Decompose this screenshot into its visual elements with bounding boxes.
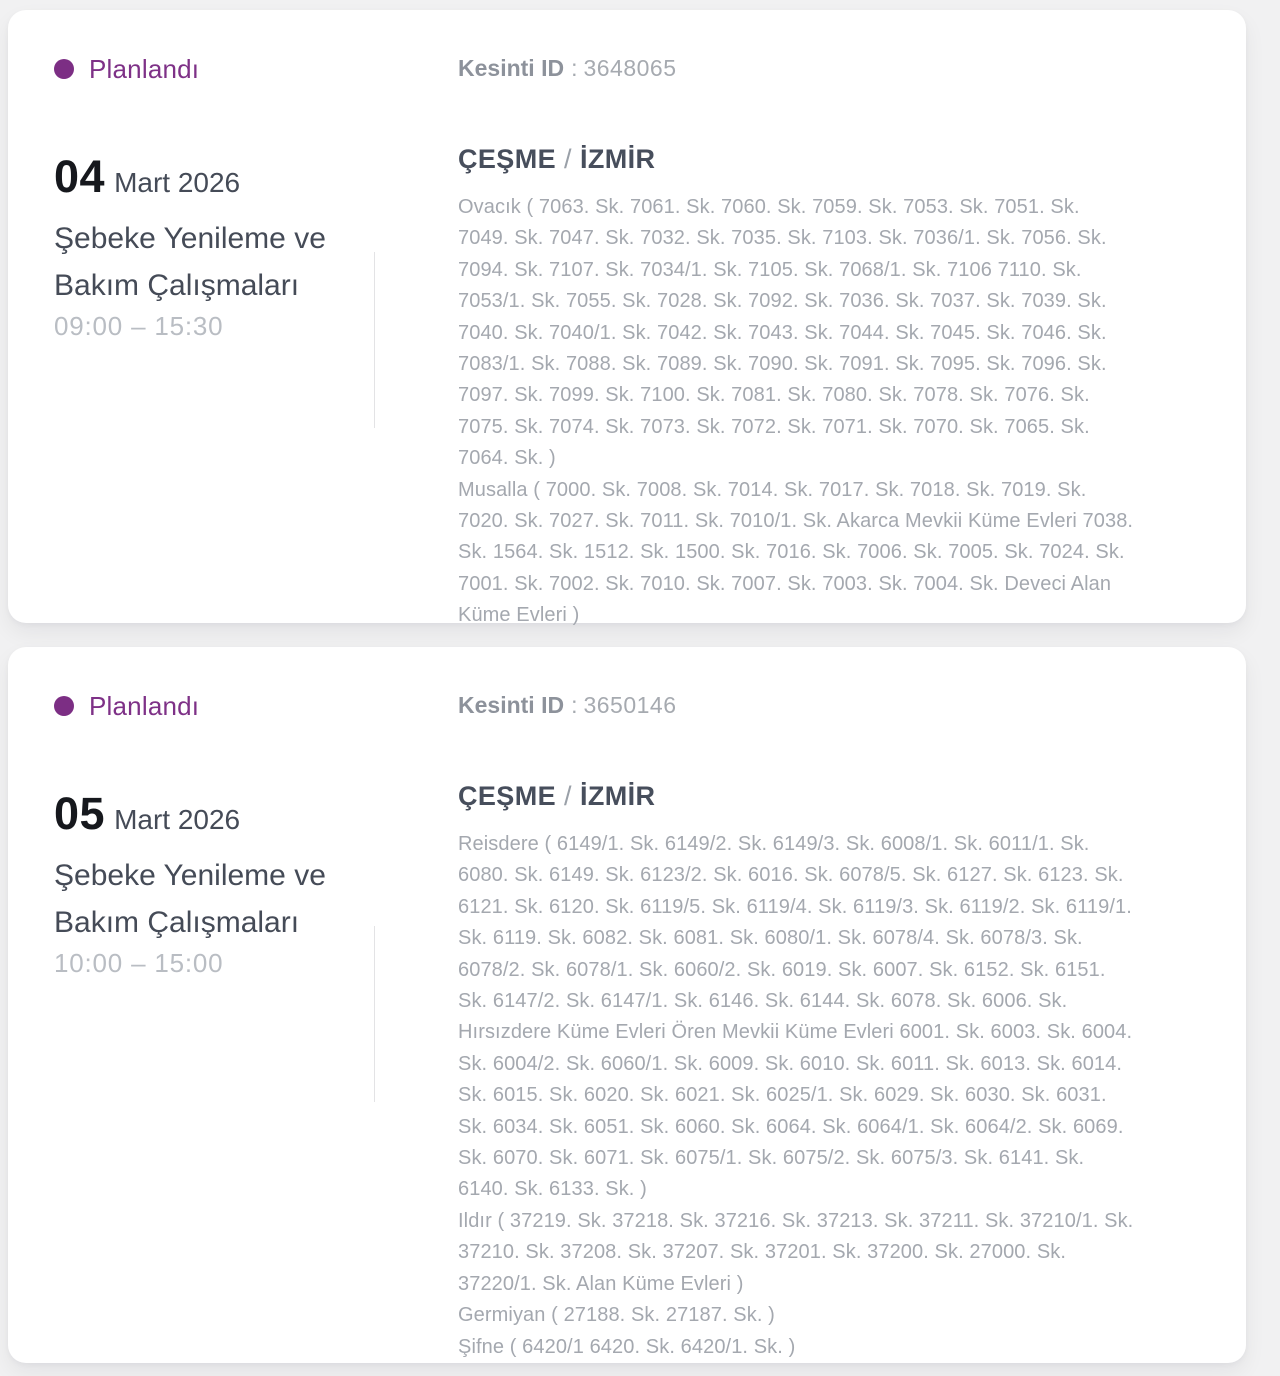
- outage-date: [54, 151, 374, 211]
- work-title: [54, 852, 374, 946]
- affected-areas: [458, 192, 1135, 632]
- area-paragraph: Reisdere ( 6149/1. Sk. 6149/2. Sk. 6149/3. Sk. 6008/1. Sk. 6011/1. Sk. 6080. Sk. 6149. Sk. 6123/2. Sk. 6016. Sk. 6078/5. Sk. 6127. Sk. 6123. Sk. 6121. Sk. 6120. Sk. 6119/5. Sk. 6119/4. Sk. 6119/3. Sk. 6119/2. Sk. 6119/1. Sk. 6119. Sk. 6082. Sk. 6081. Sk. 6080/1. Sk. 6078/4. Sk. 6078/3. Sk. 6078/2. Sk. 6078/1. Sk. 6060/2. Sk. 6019. Sk. 6007. Sk. 6152. Sk. 6151. Sk. 6147/2. Sk. 6147/1. Sk. 6146. Sk. 6144. Sk. 6078. Sk. 6006. Sk. Hırsızdere Küme Evleri Ören Mevkii Küme Evleri 6001. Sk. 6003. Sk. 6004. Sk. 6004/2. Sk. 6060/1. Sk. 6009. Sk. 6010. Sk. 6011. Sk. 6013. Sk. 6014. Sk. 6015. Sk. 6020. Sk. 6021. Sk. 6025/1. Sk. 6029. Sk. 6030. Sk. 6031. Sk. 6034. Sk. 6051. Sk. 6060. Sk. 6064. Sk. 6064/1. Sk. 6064/2. Sk. 6069. Sk. 6070. Sk. 6071. Sk. 6075/1. Sk. 6075/2. Sk. 6075/3. Sk. 6141. Sk. 6140. Sk. 6133. Sk. ): [458, 833, 1133, 1201]
- district-name: ÇEŞME: [458, 144, 557, 174]
- date-month-year: Mart 2026: [114, 804, 241, 835]
- outage-detail-column: [374, 48, 1135, 627]
- area-paragraph: Şifne ( 6420/1 6420. Sk. 6420/1. Sk. ): [458, 1335, 796, 1358]
- outage-card: [8, 647, 1246, 1363]
- city-name: İZMİR: [579, 781, 656, 811]
- date-day: 04: [54, 151, 106, 202]
- status-label: Planlandı: [89, 53, 200, 84]
- time-range: 09:00 – 15:30: [54, 311, 224, 341]
- outage-id-separator: :: [571, 55, 578, 81]
- outage-id-value: 3648065: [583, 55, 677, 81]
- outage-id-label: Kesinti ID: [458, 55, 565, 81]
- status-row: [54, 54, 374, 84]
- outage-summary-column: [54, 685, 374, 1363]
- location-heading: [458, 142, 1135, 176]
- outage-id-row: [458, 54, 1135, 82]
- status-dot-icon: [54, 696, 74, 716]
- column-divider: [374, 252, 375, 428]
- outage-detail-column: [374, 685, 1135, 1363]
- outage-id-row: [458, 691, 1135, 719]
- outage-id-separator: :: [571, 692, 578, 718]
- outage-date: [54, 788, 374, 848]
- location-heading: [458, 779, 1135, 813]
- date-month-year: Mart 2026: [114, 167, 241, 198]
- outage-id-value: 3650146: [583, 692, 677, 718]
- outage-summary-column: [54, 48, 374, 623]
- location-separator: /: [564, 781, 572, 811]
- district-name: ÇEŞME: [458, 781, 557, 811]
- date-day: 05: [54, 788, 106, 839]
- outage-id-label: Kesinti ID: [458, 692, 565, 718]
- status-label: Planlandı: [89, 690, 200, 721]
- area-paragraph: Germiyan ( 27188. Sk. 27187. Sk. ): [458, 1304, 775, 1327]
- status-dot-icon: [54, 59, 74, 79]
- status-row: [54, 691, 374, 721]
- outage-card: [8, 10, 1246, 627]
- work-title-line: Bakım Çalışmaları: [54, 906, 300, 939]
- area-paragraph: Musalla ( 7000. Sk. 7008. Sk. 7014. Sk. 7017. Sk. 7018. Sk. 7019. Sk. 7020. Sk. 7027. Sk. 7011. Sk. 7010/1. Sk. Akarca Mevkii Küme Evleri 7038. Sk. 1564. Sk. 1512. Sk. 1500. Sk. 7016. Sk. 7006. Sk. 7005. Sk. 7024. Sk. 7001. Sk. 7002. Sk. 7010. Sk. 7007. Sk. 7003. Sk. 7004. Sk. Deveci Alan Küme Evleri ): [458, 478, 1134, 627]
- affected-areas: [458, 829, 1135, 1363]
- work-title-line: Şebeke Yenileme ve: [54, 222, 326, 255]
- work-title: [54, 215, 374, 309]
- city-name: İZMİR: [579, 144, 656, 174]
- area-paragraph: Ildır ( 37219. Sk. 37218. Sk. 37216. Sk. 37213. Sk. 37211. Sk. 37210/1. Sk. 37210. Sk. 37208. Sk. 37207. Sk. 37201. Sk. 37200. Sk. 27000. Sk. 37220/1. Sk. Alan Küme Evleri ): [458, 1209, 1134, 1295]
- work-title-line: Bakım Çalışmaları: [54, 269, 300, 302]
- location-separator: /: [564, 144, 572, 174]
- work-title-line: Şebeke Yenileme ve: [54, 859, 326, 892]
- time-range: 10:00 – 15:00: [54, 948, 224, 978]
- area-paragraph: Ovacık ( 7063. Sk. 7061. Sk. 7060. Sk. 7059. Sk. 7053. Sk. 7051. Sk. 7049. Sk. 7047. Sk. 7032. Sk. 7035. Sk. 7103. Sk. 7036/1. Sk. 7056. Sk. 7094. Sk. 7107. Sk. 7034/1. Sk. 7105. Sk. 7068/1. Sk. 7106 7110. Sk. 7053/1. Sk. 7055. Sk. 7028. Sk. 7092. Sk. 7036. Sk. 7037. Sk. 7039. Sk. 7040. Sk. 7040/1. Sk. 7042. Sk. 7043. Sk. 7044. Sk. 7045. Sk. 7046. Sk. 7083/1. Sk. 7088. Sk. 7089. Sk. 7090. Sk. 7091. Sk. 7095. Sk. 7096. Sk. 7097. Sk. 7099. Sk. 7100. Sk. 7081. Sk. 7080. Sk. 7078. Sk. 7076. Sk. 7075. Sk. 7074. Sk. 7073. Sk. 7072. Sk. 7071. Sk. 7070. Sk. 7065. Sk. 7064. Sk. ): [458, 196, 1107, 470]
- column-divider: [374, 926, 375, 1102]
